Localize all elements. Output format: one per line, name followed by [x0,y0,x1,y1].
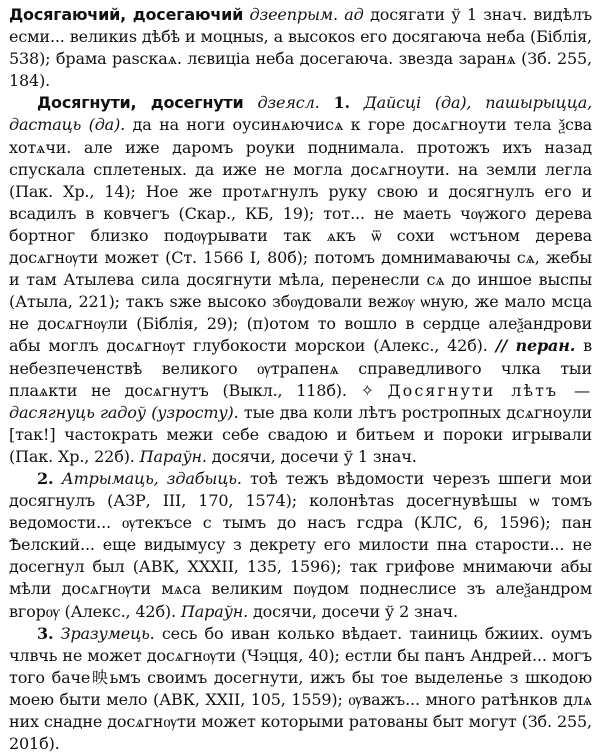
compare-text: досячи, досечи ў 2 знач. [252,601,458,621]
entry-text: досягати ў 1 знач. видѣлъ есми... великиѕ дѣбѣ и моцныѕ, а высокоѕ его досягаюча неба (Біблія, 538); брама раѕскаѧ. лєвиціа неба досегаюча. звезда заранѧ (Зб. 255, 184). [9,5,593,91]
compare-label: Параўн. [180,601,249,621]
idiom-phrase: Досягнути лѣтъ — [387,380,593,400]
idiom-text: тые два коли лѣтъ ростропных дсѧгноули [так!] частократь межи себе свадою и битьем и пороки игрывали (Пак. Хр., 22б). [9,402,592,466]
sense-definition: Зразумець. [60,623,155,643]
headword: Досягаючий, досегаючий [9,5,244,24]
sense-number: 1. [333,93,350,113]
entry-dosiagaiuchy [9,4,592,92]
sense-text: тоѣ тежъ вѣдомости черезъ шпеги мои досягнулъ (АЗР, III, 170, 1574); колонѣтаѕ досегнувѣшы ѡ томъ ведомости... ѹтекъсе с тымъ до насъ гсдра (КЛС, 6, 1596); пан Ѣелский... еще видымусу з декрету его милости пна старости... не досегнул был (АВК, XXXII, 135, 1596); так грифове мнимаючи абы мѣли досѧгнѹти мѧса великим пѹдом поднеслисе зъ алеѯандром вгорѹ (Алекс., 42б). [9,468,592,621]
sense-text: да на ноги оусинѧючисѧ к горе досѧгноути тела ѯсва хотѧчи. але иже даромъ роуки поднимала. протожъ ихъ назад спускала сплетеных. да иже не могла досѧгноути. на земли легла (Пак. Хр., 14); Ное же протѧгнулъ руку свою и досягнулъ его и всадилъ в ковчегъ (Скар., КБ, 19); тот... не маеть чѹжого дерева бортног близко подѹрывати так ѧкъ ѿ сохи ѡстъном дерева досѧгнѹти может (Ст. 1566 І, 80б); потомъ домнимаваючы сѧ, жебы и там Атылева сила досягнути мѣла, перенесли сѧ до иншое выспы (Атыла, 221); такъ ѕже высоко збѹдовали вежѹ ѡную, же мало мсца не досѧгнѹли (Біблія, 29); (п)отом то вошло в сердце алеѯандрови абы моглъ досѧгнѹт глубокости морскои (Алекс., 42б). [9,115,592,356]
grammar-label: дзеясл. [257,93,320,113]
compare-label: Параўн. [139,446,207,466]
grammar-label: дзеепрым. ад [249,5,364,24]
figurative-label: // перан. [495,336,576,356]
entry-dosiahnuti [9,92,592,468]
sense-definition: Атрымаць, здабыць. [61,468,242,488]
sense-number: 3. [37,623,54,643]
sense-2 [9,468,592,623]
compare-text: досячи, досечи ў 1 знач. [211,446,417,466]
idiom-definition: дасягнуць гадоў (узросту). [9,402,239,422]
sense-definition: Дайсці (да), пашырыцца, дастаць (да). [9,93,593,135]
sense-text: сесь бо иван колько вѣдает. таиниць бжиих. оумъ члвчь не может досѧгнѹти (Чэцця, 40); естли бы панъ Андрей... могъ того баче映ьмъ своимъ досегнути, ижъ бы тое выделенье з шкодою моею быти мело (АВК, XXII, 105, 1559); ѹважъ... много ратѣнков длѧ них снадне досѧгнѹти может котoрыми ратованы быт могут (Зб. 255, 201б). [9,623,593,754]
headword: Досягнути, досегнути [37,93,244,113]
sense-3 [9,623,592,755]
idiom-diamond-icon: ✧ [360,380,374,400]
sense-text-figurative: в небезпеченствѣ великого ѹтрапенѧ справедливого члка тыи плаѧкти не досѧгнутъ (Выкл., 118б). [9,336,593,400]
sense-number: 2. [37,468,54,488]
